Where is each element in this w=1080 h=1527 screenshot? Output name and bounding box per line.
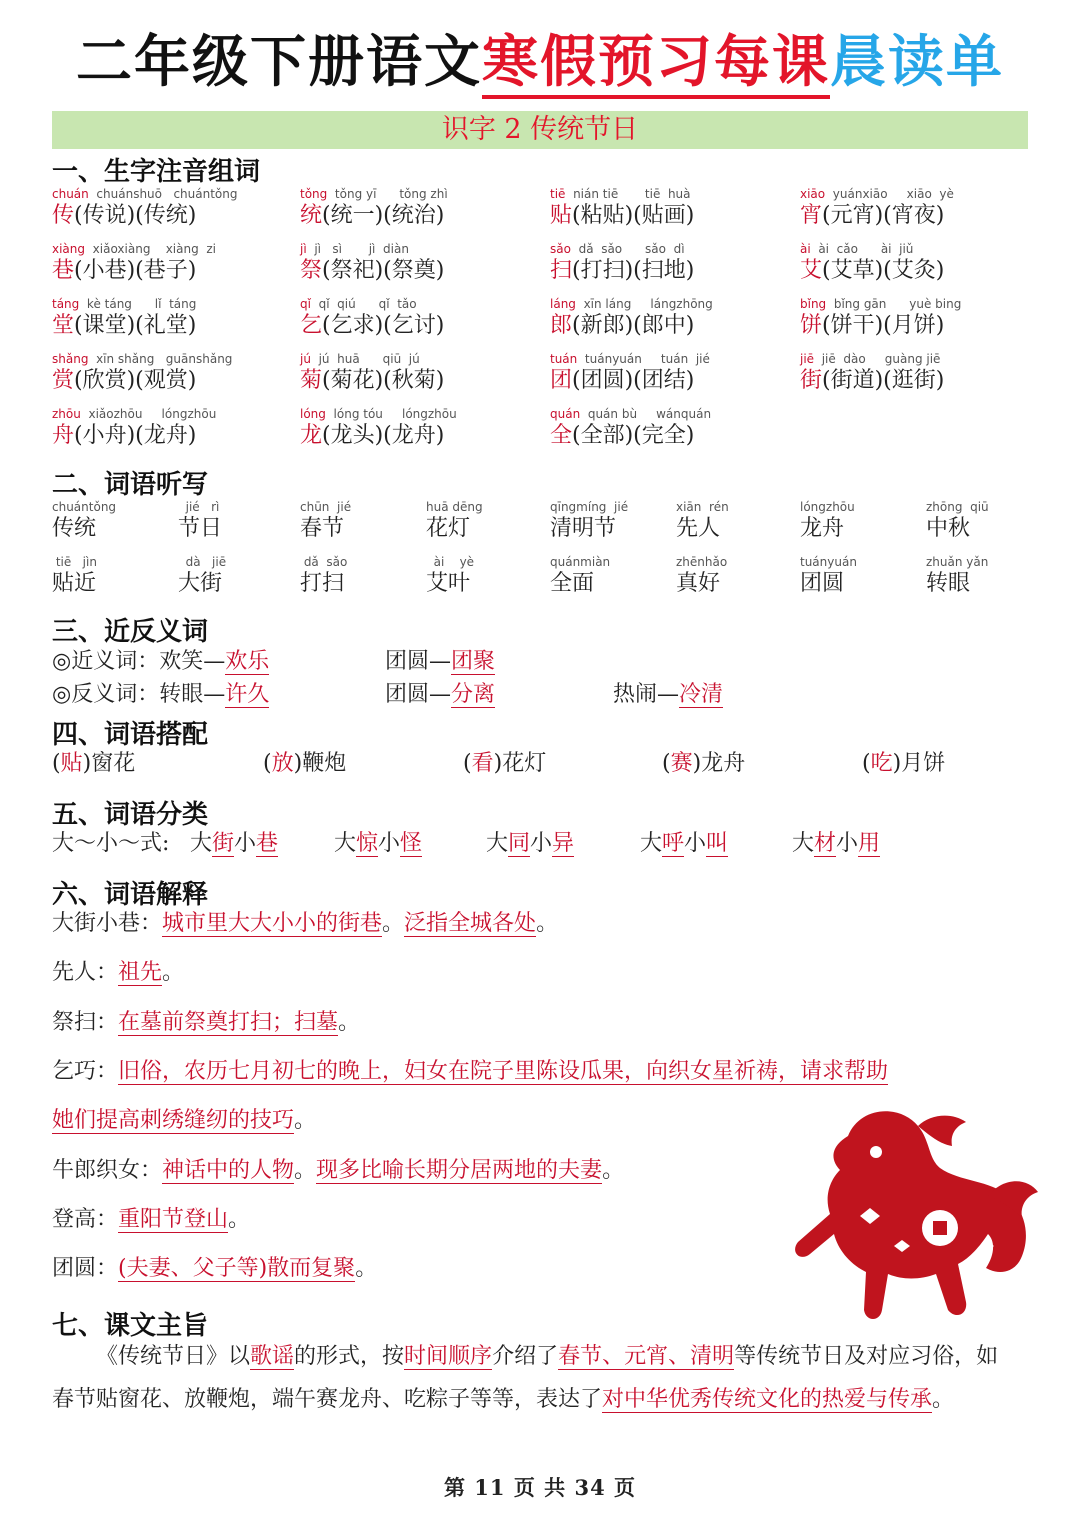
collocation-noun: 月饼 bbox=[901, 751, 946, 776]
dictation-word bbox=[800, 554, 857, 598]
word-pinyin: quánmiàn bbox=[550, 555, 611, 569]
char-words: (乞求)(乞讨) bbox=[322, 313, 445, 338]
classification-label: 大～小～式: bbox=[52, 831, 170, 856]
fill-b: 巷 bbox=[256, 831, 279, 856]
word-pinyin: xiān rén bbox=[676, 500, 729, 514]
section-7-heading: 七、课文主旨 bbox=[52, 1311, 209, 1341]
antonym-row bbox=[52, 681, 269, 709]
xiao-char: 小 bbox=[234, 831, 257, 856]
pinyin-line bbox=[550, 186, 694, 202]
dictation-word bbox=[426, 554, 474, 598]
da-char: 大 bbox=[334, 831, 357, 856]
char-words: (小巷)(巷子) bbox=[74, 258, 197, 283]
word-pinyin: chuántǒng bbox=[52, 500, 117, 514]
fill-b: 用 bbox=[858, 831, 881, 856]
word-pinyin: zhēnhǎo bbox=[676, 555, 728, 569]
pinyin-line bbox=[52, 406, 216, 422]
pinyin-line bbox=[52, 241, 216, 257]
words-pinyin: lóng tóu lóngzhōu bbox=[333, 407, 457, 421]
pinyin-line bbox=[300, 351, 444, 367]
words-pinyin: yuánxiāo xiāo yè bbox=[832, 187, 954, 201]
char-item bbox=[300, 186, 448, 230]
char-pinyin: qǐ bbox=[300, 297, 311, 311]
char-pinyin: shǎng bbox=[52, 352, 89, 366]
classification-item bbox=[190, 830, 278, 858]
char-line bbox=[52, 422, 216, 450]
char-line bbox=[300, 202, 448, 230]
word-pinyin: qīngmíng jié bbox=[550, 500, 629, 514]
da-char: 大 bbox=[190, 831, 213, 856]
words-pinyin: xīn láng lángzhōng bbox=[583, 297, 713, 311]
char-words: (龙头)(龙舟) bbox=[322, 423, 445, 448]
words-pinyin: nián tiē tiē huà bbox=[573, 187, 691, 201]
char-pinyin: tuán bbox=[550, 352, 578, 366]
da-char: 大 bbox=[640, 831, 663, 856]
new-char: 舟 bbox=[52, 423, 75, 448]
new-char: 贴 bbox=[550, 203, 573, 228]
new-char: 扫 bbox=[550, 258, 573, 283]
char-line bbox=[300, 422, 457, 450]
word-hanzi: 打扫 bbox=[300, 571, 345, 596]
char-words: (欣赏)(观赏) bbox=[74, 368, 197, 393]
char-pinyin: chuán bbox=[52, 187, 89, 201]
pinyin-line bbox=[800, 296, 961, 312]
page-footer: 第 11 页 共 34 页 bbox=[443, 1475, 636, 1500]
da-char: 大 bbox=[486, 831, 509, 856]
char-pinyin: bǐng bbox=[800, 297, 827, 311]
char-pinyin: tǒng bbox=[300, 187, 328, 201]
explanation-7: 团圆：(夫妻、父子等)散而复聚。 bbox=[52, 1256, 378, 1281]
char-words: (小舟)(龙舟) bbox=[74, 423, 197, 448]
new-char: 宵 bbox=[800, 203, 823, 228]
collocation-verb: 贴 bbox=[60, 751, 83, 776]
pinyin-line bbox=[550, 241, 694, 257]
words-pinyin: quán bù wánquán bbox=[587, 407, 712, 421]
explanation-4-cont: 她们提高刺绣缝纫的技巧。 bbox=[52, 1108, 317, 1133]
synonym-row bbox=[52, 648, 269, 676]
xiao-char: 小 bbox=[530, 831, 553, 856]
collocation-verb: 赛 bbox=[670, 751, 693, 776]
words-pinyin: dǎ sǎo sǎo dì bbox=[578, 242, 685, 256]
char-pinyin: zhōu bbox=[52, 407, 81, 421]
explanation-1: 大街小巷：城市里大大小小的街巷。泛指全城各处。 bbox=[52, 911, 559, 936]
char-pinyin: tiē bbox=[550, 187, 566, 201]
collocation-item: (放)鞭炮 bbox=[263, 751, 347, 776]
char-line bbox=[52, 312, 196, 340]
dictation-word bbox=[178, 499, 222, 543]
word-pinyin: dà jiē bbox=[178, 555, 227, 569]
new-char: 全 bbox=[550, 423, 573, 448]
pinyin-line bbox=[300, 241, 444, 257]
explanation-6: 登高：重阳节登山。 bbox=[52, 1207, 251, 1232]
word-hanzi: 传统 bbox=[52, 516, 97, 541]
char-line bbox=[800, 367, 944, 395]
section-5-heading: 五、词语分类 bbox=[52, 800, 209, 830]
section-1-heading: 一、生字注音组词 bbox=[52, 157, 261, 187]
pinyin-line bbox=[800, 186, 954, 202]
char-line bbox=[550, 257, 694, 285]
dictation-word bbox=[800, 499, 855, 543]
char-words: (街道)(逛街) bbox=[822, 368, 945, 393]
word-pinyin: chūn jié bbox=[300, 500, 352, 514]
word-pinyin: zhōng qiū bbox=[926, 500, 989, 514]
char-item bbox=[52, 406, 216, 450]
char-line bbox=[52, 202, 237, 230]
dictation-word bbox=[676, 499, 729, 543]
char-words: (全部)(完全) bbox=[572, 423, 695, 448]
synonym-label: ◎近义词： bbox=[52, 649, 160, 674]
char-line bbox=[550, 422, 711, 450]
words-pinyin: xiǎozhōu lóngzhōu bbox=[88, 407, 217, 421]
char-line bbox=[800, 312, 961, 340]
pinyin-line bbox=[52, 351, 232, 367]
collocation-verb: 看 bbox=[471, 751, 494, 776]
word-hanzi: 春节 bbox=[300, 516, 345, 541]
pinyin-line bbox=[52, 186, 237, 202]
explanation-2: 先人：祖先。 bbox=[52, 960, 185, 985]
new-char: 赏 bbox=[52, 368, 75, 393]
char-words: (课堂)(礼堂) bbox=[74, 313, 197, 338]
dictation-word bbox=[300, 554, 347, 598]
fill-a: 街 bbox=[212, 831, 235, 856]
word-pinyin: zhuǎn yǎn bbox=[926, 555, 989, 569]
words-pinyin: qǐ qiú qǐ tǎo bbox=[318, 297, 417, 311]
char-pinyin: xiàng bbox=[52, 242, 86, 256]
new-char: 菊 bbox=[300, 368, 323, 393]
fill-a: 材 bbox=[814, 831, 837, 856]
antonym-pair: 热闹—冷清 bbox=[613, 682, 724, 707]
char-item bbox=[800, 186, 954, 230]
char-item bbox=[800, 241, 944, 285]
char-item bbox=[800, 351, 944, 395]
title-part-2: 寒假预习每课 bbox=[482, 30, 830, 99]
word-hanzi: 中秋 bbox=[926, 516, 971, 541]
dictation-word bbox=[52, 554, 97, 598]
title-part-3: 晨读单 bbox=[830, 30, 1004, 95]
collocation-item: (赛)龙舟 bbox=[662, 751, 746, 776]
dictation-word bbox=[52, 499, 116, 543]
classification-item bbox=[792, 830, 880, 858]
char-words: (艾草)(艾灸) bbox=[822, 258, 945, 283]
collocation-noun: 鞭炮 bbox=[302, 751, 347, 776]
char-line bbox=[550, 202, 694, 230]
char-pinyin: sǎo bbox=[550, 242, 571, 256]
char-words: (打扫)(扫地) bbox=[572, 258, 695, 283]
new-char: 郎 bbox=[550, 313, 573, 338]
new-char: 乞 bbox=[300, 313, 323, 338]
words-pinyin: kè táng lǐ táng bbox=[86, 297, 197, 311]
char-pinyin: jiē bbox=[800, 352, 815, 366]
horse-papercut-image bbox=[790, 1096, 1040, 1326]
char-item bbox=[550, 351, 710, 395]
char-pinyin: táng bbox=[52, 297, 80, 311]
char-item bbox=[300, 296, 444, 340]
explanation-3: 祭扫：在墓前祭奠打扫；扫墓。 bbox=[52, 1010, 361, 1035]
char-words: (新郎)(郎中) bbox=[572, 313, 695, 338]
words-pinyin: xīn shǎng guānshǎng bbox=[96, 352, 233, 366]
synonym-pair: 欢笑—欢乐 bbox=[159, 649, 270, 674]
char-line bbox=[550, 367, 710, 395]
section-2-heading: 二、词语听写 bbox=[52, 470, 209, 500]
pinyin-line bbox=[52, 296, 196, 312]
new-char: 祭 bbox=[300, 258, 323, 283]
char-words: (菊花)(秋菊) bbox=[322, 368, 445, 393]
word-hanzi: 团圆 bbox=[800, 571, 845, 596]
char-item bbox=[52, 241, 216, 285]
char-item bbox=[300, 406, 457, 450]
char-words: (粘贴)(贴画) bbox=[572, 203, 695, 228]
title-part-1: 二年级下册语文 bbox=[76, 30, 482, 95]
char-pinyin: xiāo bbox=[800, 187, 826, 201]
word-pinyin: lóngzhōu bbox=[800, 500, 855, 514]
word-pinyin: huā dēng bbox=[426, 500, 483, 514]
dictation-word bbox=[426, 499, 483, 543]
words-pinyin: jiē dào guàng jiē bbox=[821, 352, 941, 366]
char-pinyin: jú bbox=[300, 352, 311, 366]
words-pinyin: bǐng gān yuè bing bbox=[833, 297, 962, 311]
new-char: 统 bbox=[300, 203, 323, 228]
collocation-noun: 龙舟 bbox=[701, 751, 746, 776]
synonym-pair: 团圆—团聚 bbox=[385, 649, 496, 674]
word-pinyin: ài yè bbox=[426, 555, 475, 569]
xiao-char: 小 bbox=[836, 831, 859, 856]
char-line bbox=[300, 367, 444, 395]
antonym-pair: 转眼—许久 bbox=[159, 682, 270, 707]
section-4-heading: 四、词语搭配 bbox=[52, 720, 209, 750]
pinyin-line bbox=[550, 406, 711, 422]
classification-item bbox=[640, 830, 728, 858]
fill-b: 异 bbox=[552, 831, 575, 856]
word-pinyin: jié rì bbox=[178, 500, 220, 514]
xiao-char: 小 bbox=[378, 831, 401, 856]
pinyin-line bbox=[550, 351, 710, 367]
pinyin-line bbox=[300, 186, 448, 202]
char-pinyin: quán bbox=[550, 407, 581, 421]
dictation-word bbox=[676, 554, 727, 598]
main-idea-paragraph: 《传统节日》以歌谣的形式，按时间顺序介绍了春节、元宵、清明等传统节日及对应习俗，如春节贴窗花、放鞭炮，端午赛龙舟、吃粽子等等，表达了对中华优秀传统文化的热爱与传承。 bbox=[52, 1344, 999, 1412]
word-pinyin: dǎ sǎo bbox=[300, 555, 348, 569]
char-item bbox=[52, 186, 237, 230]
word-hanzi: 真好 bbox=[676, 571, 721, 596]
collocation-verb: 吃 bbox=[870, 751, 893, 776]
word-hanzi: 先人 bbox=[676, 516, 721, 541]
dictation-word bbox=[550, 499, 628, 543]
fill-a: 同 bbox=[508, 831, 531, 856]
xiao-char: 小 bbox=[684, 831, 707, 856]
collocation-item: (吃)月饼 bbox=[862, 751, 946, 776]
word-hanzi: 清明节 bbox=[550, 516, 617, 541]
collocation-noun: 窗花 bbox=[91, 751, 136, 776]
collocation-verb: 放 bbox=[271, 751, 294, 776]
word-hanzi: 龙舟 bbox=[800, 516, 845, 541]
word-hanzi: 转眼 bbox=[926, 571, 971, 596]
new-char: 艾 bbox=[800, 258, 823, 283]
classification-item bbox=[334, 830, 422, 858]
explanation-5: 牛郎织女：神话中的人物。现多比喻长期分居两地的夫妻。 bbox=[52, 1158, 625, 1183]
char-pinyin: láng bbox=[550, 297, 576, 311]
new-char: 饼 bbox=[800, 313, 823, 338]
section-6-heading: 六、词语解释 bbox=[52, 880, 209, 910]
words-pinyin: chuánshuō chuántǒng bbox=[96, 187, 238, 201]
collocation-noun: 花灯 bbox=[502, 751, 547, 776]
antonym-pair: 团圆—分离 bbox=[385, 682, 496, 707]
char-words: (统一)(统治) bbox=[322, 203, 445, 228]
char-line bbox=[300, 257, 444, 285]
fill-a: 惊 bbox=[356, 831, 379, 856]
char-item bbox=[550, 296, 713, 340]
da-char: 大 bbox=[792, 831, 815, 856]
char-item bbox=[800, 296, 961, 340]
word-hanzi: 花灯 bbox=[426, 516, 471, 541]
words-pinyin: xiǎoxiàng xiàng zi bbox=[92, 242, 216, 256]
explanation-4: 乞巧：旧俗，农历七月初七的晚上，妇女在院子里陈设瓜果，向织女星祈祷，请求帮助 bbox=[52, 1059, 889, 1084]
char-item bbox=[52, 351, 232, 395]
new-char: 龙 bbox=[300, 423, 323, 448]
words-pinyin: jú huā qiū jú bbox=[318, 352, 420, 366]
new-char: 巷 bbox=[52, 258, 75, 283]
antonym-label: ◎反义词： bbox=[52, 682, 160, 707]
char-line bbox=[300, 312, 444, 340]
lesson-banner: 识字 2 传统节日 bbox=[52, 111, 1028, 149]
pinyin-line bbox=[800, 241, 944, 257]
pinyin-line bbox=[300, 296, 444, 312]
char-pinyin: jì bbox=[300, 242, 307, 256]
fill-b: 叫 bbox=[706, 831, 729, 856]
fill-a: 呼 bbox=[662, 831, 685, 856]
word-hanzi: 贴近 bbox=[52, 571, 97, 596]
char-item bbox=[550, 406, 711, 450]
collocation-item: (看)花灯 bbox=[463, 751, 547, 776]
new-char: 堂 bbox=[52, 313, 75, 338]
dictation-word bbox=[926, 499, 989, 543]
char-words: (传说)(传统) bbox=[74, 203, 197, 228]
word-pinyin: tuányuán bbox=[800, 555, 857, 569]
char-words: (团圆)(团结) bbox=[572, 368, 695, 393]
word-hanzi: 艾叶 bbox=[426, 571, 471, 596]
char-words: (元宵)(宵夜) bbox=[822, 203, 945, 228]
words-pinyin: tuányuán tuán jié bbox=[584, 352, 710, 366]
char-pinyin: lóng bbox=[300, 407, 326, 421]
new-char: 团 bbox=[550, 368, 573, 393]
pinyin-line bbox=[300, 406, 457, 422]
dictation-word bbox=[300, 499, 351, 543]
section-3-heading: 三、近反义词 bbox=[52, 617, 209, 647]
new-char: 传 bbox=[52, 203, 75, 228]
dictation-word bbox=[178, 554, 226, 598]
char-pinyin: ài bbox=[800, 242, 811, 256]
char-line bbox=[800, 257, 944, 285]
char-item bbox=[300, 351, 444, 395]
word-hanzi: 大街 bbox=[178, 571, 223, 596]
dictation-word bbox=[926, 554, 988, 598]
char-item bbox=[550, 186, 694, 230]
char-words: (祭祀)(祭奠) bbox=[322, 258, 445, 283]
char-item bbox=[300, 241, 444, 285]
pinyin-line bbox=[550, 296, 713, 312]
char-words: (饼干)(月饼) bbox=[822, 313, 945, 338]
word-pinyin: tiē jìn bbox=[52, 555, 97, 569]
char-line bbox=[550, 312, 713, 340]
words-pinyin: jì sì jì diàn bbox=[314, 242, 409, 256]
page-title bbox=[0, 28, 1080, 98]
collocation-item: (贴)窗花 bbox=[52, 751, 136, 776]
word-hanzi: 节日 bbox=[178, 516, 223, 541]
fill-b: 怪 bbox=[400, 831, 423, 856]
pinyin-line bbox=[800, 351, 944, 367]
words-pinyin: tǒng yī tǒng zhì bbox=[334, 187, 448, 201]
dictation-word bbox=[550, 554, 610, 598]
word-hanzi: 全面 bbox=[550, 571, 595, 596]
char-line bbox=[52, 257, 216, 285]
char-line bbox=[52, 367, 232, 395]
classification-item bbox=[486, 830, 574, 858]
new-char: 街 bbox=[800, 368, 823, 393]
char-item bbox=[550, 241, 694, 285]
char-item bbox=[52, 296, 196, 340]
words-pinyin: ài cǎo ài jiǔ bbox=[818, 242, 914, 256]
char-line bbox=[800, 202, 954, 230]
